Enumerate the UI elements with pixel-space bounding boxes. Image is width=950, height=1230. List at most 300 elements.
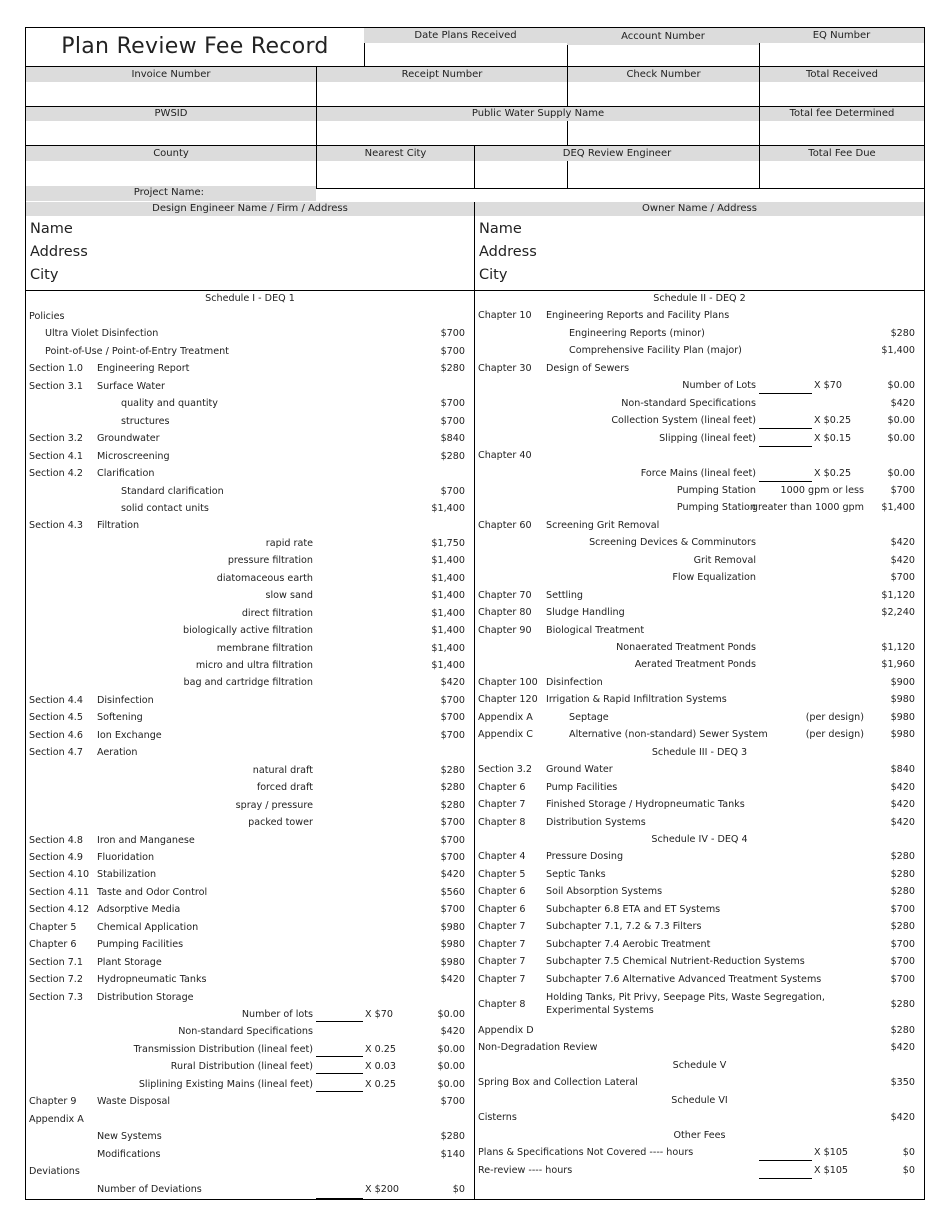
table-row xyxy=(26,674,474,691)
fee-amount: $560 xyxy=(440,886,465,898)
row-label: Number of Lots xyxy=(682,380,756,392)
row-code: Section 4.3 xyxy=(29,520,83,532)
table-row xyxy=(26,779,474,796)
table-row xyxy=(26,325,474,342)
schedule-title: Other Fees xyxy=(673,1129,726,1141)
schedule-title: Schedule IV - DEQ 4 xyxy=(651,833,748,845)
row-item: Sludge Handling xyxy=(546,607,625,619)
table-row xyxy=(26,552,474,569)
fee-amount: $420 xyxy=(890,554,915,566)
engineer-name[interactable]: Name xyxy=(30,221,73,237)
row-code: Appendix C xyxy=(478,729,533,741)
row-item: Point-of-Use / Point-of-Entry Treatment xyxy=(45,345,229,357)
row-code: Section 4.4 xyxy=(29,694,83,706)
fee-amount: $980 xyxy=(440,939,465,951)
row-label: membrane filtration xyxy=(216,642,313,654)
pwsid-field[interactable] xyxy=(26,121,316,145)
row-item: Settling xyxy=(546,589,584,601)
eq-number-label: EQ Number xyxy=(759,28,924,43)
table-row xyxy=(26,884,474,901)
fee-amount: $280 xyxy=(890,921,915,933)
public-water-supply-name-field[interactable] xyxy=(317,121,759,145)
row-item: Stabilization xyxy=(97,869,157,881)
fee-amount: $700 xyxy=(440,415,465,427)
fee-amount: $700 xyxy=(440,485,465,497)
row-label: Aerated Treatment Ponds xyxy=(634,659,756,671)
row-code: Chapter 100 xyxy=(478,676,538,688)
fee-amount: $0 xyxy=(902,1147,915,1159)
table-row xyxy=(26,395,474,412)
row-label: Slipping (lineal feet) xyxy=(659,432,756,444)
check-number-field[interactable] xyxy=(568,82,759,106)
county-field[interactable] xyxy=(26,161,316,188)
table-row xyxy=(475,499,924,516)
plan-review-fee-form xyxy=(25,27,925,1200)
row-label: rapid rate xyxy=(265,537,313,549)
table-row xyxy=(475,866,924,883)
row-label: biologically active filtration xyxy=(182,625,313,637)
fee-amount: $1,120 xyxy=(881,642,915,653)
fee-amount: $0.00 xyxy=(437,1078,465,1090)
table-row xyxy=(26,1076,474,1093)
row-item: Ground Water xyxy=(546,764,613,776)
fee-amount: $0.00 xyxy=(887,380,915,392)
quantity-field[interactable] xyxy=(316,1021,363,1022)
quantity-field[interactable] xyxy=(316,1073,363,1074)
fee-amount: $700 xyxy=(440,834,465,846)
table-row xyxy=(26,1128,474,1145)
row-item: Subchapter 7.5 Chemical Nutrient-Reduction Systems xyxy=(546,956,805,968)
total-fee-due-label: Total Fee Due xyxy=(760,146,924,161)
row-subitem: Standard clarification xyxy=(121,485,224,497)
row-code: Chapter 9 xyxy=(29,1096,77,1108)
row-code: Chapter 6 xyxy=(478,903,526,915)
multiplier: X $70 xyxy=(814,380,842,392)
row-item: Finished Storage / Hydropneumatic Tanks xyxy=(546,799,745,811)
fee-amount: $420 xyxy=(440,869,465,881)
table-row xyxy=(475,848,924,865)
fee-amount: $700 xyxy=(440,1096,465,1108)
row-code: Section 4.12 xyxy=(29,904,90,916)
fee-amount: $700 xyxy=(890,484,915,496)
fee-amount: $280 xyxy=(890,999,915,1010)
table-row xyxy=(26,1146,474,1163)
multiplier: X 0.03 xyxy=(365,1061,396,1073)
fee-amount: $0 xyxy=(902,1164,915,1176)
total-fee-determined-field[interactable] xyxy=(760,121,924,145)
schedule-i-title: Schedule I - DEQ 1 xyxy=(205,293,295,304)
row-code: Chapter 7 xyxy=(478,938,526,950)
row-item: Subchapter 7.6 Alternative Advanced Treatment Systems xyxy=(546,973,822,985)
table-row xyxy=(26,989,474,1006)
fee-amount: $980 xyxy=(890,694,915,706)
engineer-address[interactable]: Address xyxy=(30,244,88,260)
quantity-field[interactable] xyxy=(316,1056,363,1057)
row-label: slow sand xyxy=(265,590,313,602)
table-row xyxy=(26,413,474,430)
fee-amount: $700 xyxy=(440,712,465,724)
fee-amount: $280 xyxy=(890,868,915,880)
row-code: Chapter 6 xyxy=(29,939,77,951)
fee-amount: $840 xyxy=(890,764,915,776)
row-code: Section 4.10 xyxy=(29,869,90,881)
table-row xyxy=(475,1162,924,1179)
table-row xyxy=(26,1058,474,1075)
fee-amount: $420 xyxy=(440,974,465,986)
row-label: diatomaceous earth xyxy=(216,572,313,584)
row-item: Taste and Odor Control xyxy=(97,886,208,898)
engineer-city[interactable]: City xyxy=(30,267,59,283)
table-row xyxy=(26,517,474,534)
total-fee-due-field[interactable] xyxy=(760,161,924,188)
owner-label: Owner Name / Address xyxy=(475,202,924,216)
fee-amount: $420 xyxy=(440,1026,465,1038)
fee-amount: $280 xyxy=(440,764,465,776)
row-item: Waste Disposal xyxy=(97,1096,171,1108)
table-row xyxy=(475,517,924,534)
nearest-city-field[interactable] xyxy=(317,161,474,188)
row-item: Hydropneumatic Tanks xyxy=(97,974,207,986)
fee-amount: $700 xyxy=(890,956,915,968)
row-code: Policies xyxy=(29,311,65,322)
row-code: Chapter 7 xyxy=(478,921,526,933)
table-row xyxy=(26,587,474,604)
table-row xyxy=(26,936,474,953)
row-item: Re-review ---- hours xyxy=(478,1164,573,1176)
schedule-title: Schedule V xyxy=(672,1059,727,1071)
row-item: Surface Water xyxy=(97,380,165,392)
row-item: Disinfection xyxy=(97,694,154,706)
row-code: Chapter 70 xyxy=(478,589,532,601)
table-row xyxy=(475,726,924,743)
row-label: Non-standard Specifications xyxy=(178,1026,313,1038)
row-item: Aeration xyxy=(97,747,138,759)
row-item: Holding Tanks, Pit Privy, Seepage Pits, Waste Segregation, Experimental Systems xyxy=(546,992,825,1016)
fee-amount: $420 xyxy=(890,1042,915,1054)
row-item: Number of Deviations xyxy=(97,1183,202,1195)
row-label: Grit Removal xyxy=(693,554,756,566)
row-note: (per design) xyxy=(805,711,864,723)
table-row xyxy=(26,762,474,779)
row-item: Disinfection xyxy=(546,676,603,688)
row-code: Section 4.6 xyxy=(29,729,83,741)
table-row xyxy=(475,1109,924,1126)
row-item: New Systems xyxy=(97,1131,162,1143)
table-row xyxy=(475,1022,924,1039)
row-code: Chapter 120 xyxy=(478,694,538,706)
quantity-field[interactable] xyxy=(316,1091,363,1092)
table-row xyxy=(475,482,924,499)
receipt-number-label: Receipt Number xyxy=(317,67,567,82)
date-plans-received-label: Date Plans Received xyxy=(364,28,567,43)
row-code: Appendix A xyxy=(29,1113,84,1125)
table-row xyxy=(26,657,474,674)
row-item: Iron and Manganese xyxy=(97,834,195,846)
row-item: Design of Sewers xyxy=(546,362,630,374)
row-code: Chapter 6 xyxy=(478,886,526,898)
row-code: Section 4.9 xyxy=(29,851,83,863)
table-row xyxy=(475,691,924,708)
row-subitem: solid contact units xyxy=(121,502,209,514)
table-row xyxy=(26,308,474,325)
quantity-field[interactable] xyxy=(316,1198,363,1199)
table-row xyxy=(475,639,924,656)
row-code: Chapter 4 xyxy=(478,851,526,863)
row-code: Chapter 30 xyxy=(478,362,532,374)
row-code: Section 4.1 xyxy=(29,450,83,462)
table-row xyxy=(475,587,924,604)
row-label: bag and cartridge filtration xyxy=(183,677,313,689)
row-code: Appendix A xyxy=(478,711,533,723)
invoice-number-label: Invoice Number xyxy=(26,67,316,82)
table-row xyxy=(475,709,924,726)
row-code: Chapter 7 xyxy=(478,973,526,985)
row-code: Chapter 10 xyxy=(478,310,532,322)
owner-name[interactable]: Name xyxy=(479,221,522,237)
row-label: Nonaerated Treatment Ponds xyxy=(616,642,756,653)
county-label: County xyxy=(26,146,316,161)
row-label: pressure filtration xyxy=(227,555,313,567)
fee-amount: $700 xyxy=(890,973,915,985)
table-row xyxy=(475,552,924,569)
row-item: Pumping Facilities xyxy=(97,939,184,951)
deq-review-engineer-label: DEQ Review Engineer xyxy=(475,146,759,161)
table-row xyxy=(475,430,924,447)
row-label: Force Mains (lineal feet) xyxy=(640,467,756,479)
fee-amount: $980 xyxy=(890,729,915,741)
owner-city[interactable]: City xyxy=(479,267,508,283)
fee-amount: $350 xyxy=(890,1077,915,1089)
fee-amount: $280 xyxy=(440,782,465,794)
row-code: Section 3.2 xyxy=(29,433,83,445)
table-row xyxy=(26,727,474,744)
row-code: Section 4.11 xyxy=(29,886,90,898)
fee-amount: $700 xyxy=(440,328,465,340)
total-received-label: Total Received xyxy=(760,67,924,82)
fee-amount: $0.00 xyxy=(887,415,915,427)
table-row xyxy=(26,622,474,639)
fee-amount: $840 xyxy=(440,433,465,445)
table-row xyxy=(475,325,924,342)
table-row xyxy=(475,569,924,586)
table-row xyxy=(26,500,474,517)
row-item: Softening xyxy=(97,712,143,724)
owner-address[interactable]: Address xyxy=(479,244,537,260)
row-code: Section 7.2 xyxy=(29,974,83,986)
row-label: Transmission Distribution (lineal feet) xyxy=(133,1043,313,1055)
table-row xyxy=(475,656,924,673)
row-item: Plans & Specifications Not Covered ---- hours xyxy=(478,1147,694,1159)
row-subitem: structures xyxy=(121,415,170,427)
multiplier: X $0.25 xyxy=(814,415,852,427)
row-code: Section 3.1 xyxy=(29,380,83,392)
fee-amount: $280 xyxy=(890,1025,915,1036)
invoice-number-field[interactable] xyxy=(26,82,316,106)
table-row xyxy=(475,1074,924,1091)
row-label: Flow Equalization xyxy=(672,572,756,584)
table-row xyxy=(475,936,924,953)
row-subitem: Engineering Reports (minor) xyxy=(569,327,705,339)
table-row xyxy=(26,640,474,657)
table-row xyxy=(26,1023,474,1040)
table-row xyxy=(475,465,924,482)
fee-amount: $280 xyxy=(890,851,915,863)
table-row xyxy=(475,360,924,377)
table-row xyxy=(475,307,924,324)
table-row xyxy=(26,1006,474,1023)
fee-amount: $2,240 xyxy=(881,607,915,619)
table-row xyxy=(475,918,924,935)
fee-amount: $280 xyxy=(890,327,915,339)
multiplier: X $0.25 xyxy=(814,467,852,479)
row-item: Cisterns xyxy=(478,1112,517,1124)
row-code: Chapter 6 xyxy=(478,781,526,793)
row-label: Number of lots xyxy=(241,1009,313,1020)
table-row xyxy=(475,342,924,359)
row-item: Groundwater xyxy=(97,433,160,445)
total-received-field[interactable] xyxy=(760,82,924,106)
fee-amount: $700 xyxy=(890,938,915,950)
row-code: Deviations xyxy=(29,1166,80,1178)
table-row xyxy=(26,570,474,587)
table-row xyxy=(26,1181,474,1198)
table-row xyxy=(475,447,924,464)
table-row xyxy=(26,483,474,500)
table-row xyxy=(26,430,474,447)
quantity-field[interactable] xyxy=(759,1178,812,1179)
row-note: 1000 gpm or less xyxy=(780,484,864,496)
row-item: Distribution Storage xyxy=(97,991,194,1003)
row-code: Section 4.7 xyxy=(29,747,83,759)
receipt-number-field[interactable] xyxy=(317,82,567,106)
multiplier: X $70 xyxy=(365,1009,393,1020)
fee-amount: $0.00 xyxy=(437,1009,465,1020)
table-row xyxy=(475,988,924,1022)
fee-amount: $420 xyxy=(890,799,915,811)
fee-amount: $280 xyxy=(440,1131,465,1143)
row-code: Section 1.0 xyxy=(29,363,83,375)
table-row xyxy=(475,796,924,813)
table-row xyxy=(26,1163,474,1180)
row-code: Chapter 7 xyxy=(478,956,526,968)
row-label: forced draft xyxy=(256,782,313,794)
fee-amount: $140 xyxy=(440,1148,465,1160)
fee-amount: $0.00 xyxy=(437,1043,465,1055)
account-number-label: Account Number xyxy=(567,28,759,45)
fee-amount: $420 xyxy=(890,1112,915,1124)
row-code: Chapter 90 xyxy=(478,624,532,636)
row-item: Soil Absorption Systems xyxy=(546,886,663,898)
multiplier: X $0.15 xyxy=(814,432,852,444)
eq-number-field[interactable] xyxy=(760,43,924,66)
schedule-title: Schedule VI xyxy=(671,1094,728,1106)
multiplier: X 0.25 xyxy=(365,1078,396,1090)
table-row xyxy=(26,709,474,726)
fee-amount: $1,400 xyxy=(431,502,465,514)
deq-review-engineer-field[interactable] xyxy=(475,161,759,188)
fee-amount: $700 xyxy=(890,572,915,584)
fee-amount: $980 xyxy=(440,921,465,933)
table-row xyxy=(475,412,924,429)
row-item: Fluoridation xyxy=(97,851,155,863)
table-row xyxy=(26,1041,474,1058)
fee-amount: $700 xyxy=(440,904,465,916)
row-subitem: Alternative (non-standard) Sewer System xyxy=(569,729,768,741)
date-plans-received-field[interactable] xyxy=(365,43,567,66)
fee-amount: $980 xyxy=(890,711,915,723)
fee-amount: $1,400 xyxy=(431,555,465,567)
table-row xyxy=(26,849,474,866)
row-code: Chapter 5 xyxy=(478,868,526,880)
row-item: Chemical Application xyxy=(97,921,199,933)
table-row xyxy=(475,953,924,970)
row-label: direct filtration xyxy=(241,607,313,619)
row-code: Section 4.5 xyxy=(29,712,83,724)
row-label: Pumping Station xyxy=(676,502,756,514)
row-label: Screening Devices & Comminutors xyxy=(589,537,756,549)
row-subitem: Septage xyxy=(569,711,609,723)
table-row xyxy=(26,901,474,918)
fee-amount: $420 xyxy=(890,816,915,828)
row-code: Chapter 5 xyxy=(29,921,77,933)
fee-amount: $1,960 xyxy=(881,659,915,671)
row-label: Non-standard Specifications xyxy=(621,397,756,409)
row-code: Section 3.2 xyxy=(478,764,532,776)
fee-amount: $1,120 xyxy=(881,589,915,601)
fee-amount: $1,400 xyxy=(881,502,915,514)
table-row xyxy=(26,1111,474,1128)
row-item: Microscreening xyxy=(97,450,170,462)
table-row xyxy=(26,971,474,988)
row-code: Chapter 8 xyxy=(478,999,526,1010)
row-code: Chapter 7 xyxy=(478,799,526,811)
fee-amount: $700 xyxy=(440,729,465,741)
row-label: Sliplining Existing Mains (lineal feet) xyxy=(138,1078,313,1090)
row-item: Irrigation & Rapid Infiltration Systems xyxy=(546,694,727,706)
nearest-city-label: Nearest City xyxy=(317,146,474,161)
row-code: Chapter 60 xyxy=(478,519,532,531)
fee-amount: $980 xyxy=(440,956,465,968)
fee-amount: $0.00 xyxy=(887,467,915,479)
fee-amount: $700 xyxy=(890,903,915,915)
table-row xyxy=(26,378,474,395)
fee-amount: $1,400 xyxy=(431,572,465,584)
fee-amount: $420 xyxy=(440,677,465,689)
table-row xyxy=(475,761,924,778)
table-row xyxy=(26,535,474,552)
project-name-label: Project Name: xyxy=(26,186,316,201)
row-code: Section 4.8 xyxy=(29,834,83,846)
design-engineer-label: Design Engineer Name / Firm / Address xyxy=(26,202,474,216)
fee-amount: $280 xyxy=(440,799,465,811)
fee-amount: $1,750 xyxy=(431,537,465,549)
row-item: Distribution Systems xyxy=(546,816,646,828)
account-number-field[interactable] xyxy=(568,45,759,66)
multiplier: X 0.25 xyxy=(365,1043,396,1055)
fee-amount: $0.00 xyxy=(437,1061,465,1073)
fee-amount: $700 xyxy=(440,817,465,829)
row-item: Ultra Violet Disinfection xyxy=(45,328,159,340)
table-row xyxy=(475,901,924,918)
project-name-field[interactable] xyxy=(317,188,924,202)
table-row xyxy=(475,377,924,394)
row-code: Section 7.1 xyxy=(29,956,83,968)
public-water-supply-name-label: Public Water Supply Name xyxy=(317,107,759,121)
row-item: Adsorptive Media xyxy=(97,904,181,916)
row-subitem: quality and quantity xyxy=(121,398,218,410)
row-item: Plant Storage xyxy=(97,956,162,968)
form-title: Plan Review Fee Record xyxy=(61,34,329,59)
